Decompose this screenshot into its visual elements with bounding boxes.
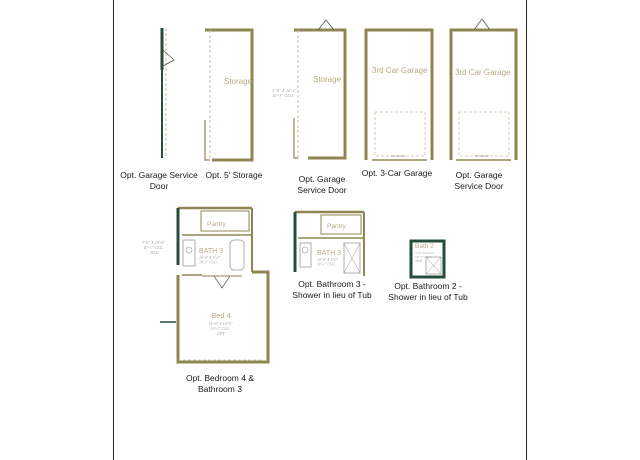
- closet-door-icon: [214, 276, 230, 288]
- third-car-garage-plan: [366, 30, 432, 160]
- dimension-line-2: 10'-1" CLG.: [143, 245, 164, 250]
- dimension-label: [272, 88, 298, 98]
- side-dimension-label: [142, 240, 166, 255]
- header-label: HEADER: [475, 154, 489, 158]
- garage-walls: [366, 30, 432, 160]
- wall-segment: [294, 118, 298, 158]
- dimension-line-2: 10'-1" CLG.: [415, 255, 433, 259]
- bath-dimension-label: [317, 258, 339, 267]
- caption-bathroom3-shower: Opt. Bathroom 3 - Shower in lieu of Tub: [292, 279, 372, 300]
- bath-label: BATH 3: [317, 250, 341, 257]
- bath-label: Bath 2: [415, 243, 434, 250]
- sink-icon: [186, 247, 192, 253]
- pantry-label: Pantry: [327, 223, 346, 230]
- bath-label: BATH 3: [199, 248, 223, 255]
- dimension-line-1: 10'-0" X 5'-0": [199, 256, 221, 260]
- storage-garage-door-plan: [294, 20, 345, 158]
- dimension-line-1: 5'-0" X 10'-2": [272, 88, 297, 93]
- bathroom2-shower-plan: [411, 241, 444, 277]
- dimension-line-2: 10'-1" CLG.: [210, 326, 231, 331]
- bath-dimension-label: [199, 256, 221, 265]
- vanity-icon: [300, 243, 311, 267]
- storage-5-plan: [205, 30, 298, 160]
- storage-walls: [294, 30, 345, 158]
- garage-door-outline: [459, 112, 509, 156]
- room-label: 3rd Car Garage: [455, 68, 511, 77]
- bed-dimension-label: [208, 321, 233, 336]
- dimension-line-2: 10'-1" CLG.: [199, 260, 218, 265]
- room-label: 3rd Car Garage: [372, 66, 428, 75]
- bathroom3-shower-plan: [295, 212, 364, 276]
- dimension-line-2: 10'-1" CLG.: [317, 262, 336, 267]
- bedroom4-bathroom3-plan: [142, 208, 268, 362]
- caption-3-car-service-door: Opt. Garage Service Door: [454, 170, 504, 191]
- room-label: Storage: [313, 75, 342, 84]
- caption-bedroom4-bathroom3: Opt. Bedroom 4 & Bathroom 3: [185, 373, 255, 394]
- dimension-line-3: TILE: [149, 250, 159, 255]
- caption-5-storage: Opt. 5' Storage: [205, 170, 263, 180]
- dimension-line-1: 7'-0" X 10'-0": [141, 240, 166, 245]
- caption-bathroom2-shower: Opt. Bathroom 2 - Shower in lieu of Tub: [388, 281, 468, 302]
- caption-garage-service-door: Opt. Garage Service Door: [120, 170, 198, 191]
- door-swing-icon: [163, 50, 174, 66]
- dimension-line-2: 10'-1" CLG.: [272, 93, 295, 98]
- dimension-line-1: 10'-0" X 5'-0": [317, 258, 339, 262]
- pantry-label: Pantry: [207, 221, 226, 228]
- garage-walls: [451, 30, 516, 160]
- dimension-line-3: CPT: [217, 331, 225, 336]
- dimension-line-1: 5'-0" X 10'-0": [415, 251, 435, 255]
- bath-dimension-label: [415, 251, 435, 263]
- bed-label: Bed 4: [211, 311, 231, 320]
- dimension-line-3: TILE: [415, 259, 423, 263]
- garage-service-door-plan: [162, 28, 174, 158]
- room-label: Storage: [224, 77, 253, 86]
- sink-icon: [302, 247, 308, 253]
- caption-storage-service-door: Opt. Garage Service Door: [297, 174, 347, 195]
- caption-3-car-garage: Opt. 3-Car Garage: [361, 168, 433, 178]
- door-swing-icon: [474, 19, 490, 30]
- tub-icon: [230, 240, 244, 270]
- garage-door-outline: [375, 112, 425, 156]
- storage-walls: [205, 30, 252, 160]
- wall-segment: [205, 120, 210, 160]
- header-label: HEADER: [391, 154, 405, 158]
- dimension-line-1: 13'-0" X 14'-0": [208, 321, 233, 326]
- third-car-garage-door-plan: [451, 19, 516, 160]
